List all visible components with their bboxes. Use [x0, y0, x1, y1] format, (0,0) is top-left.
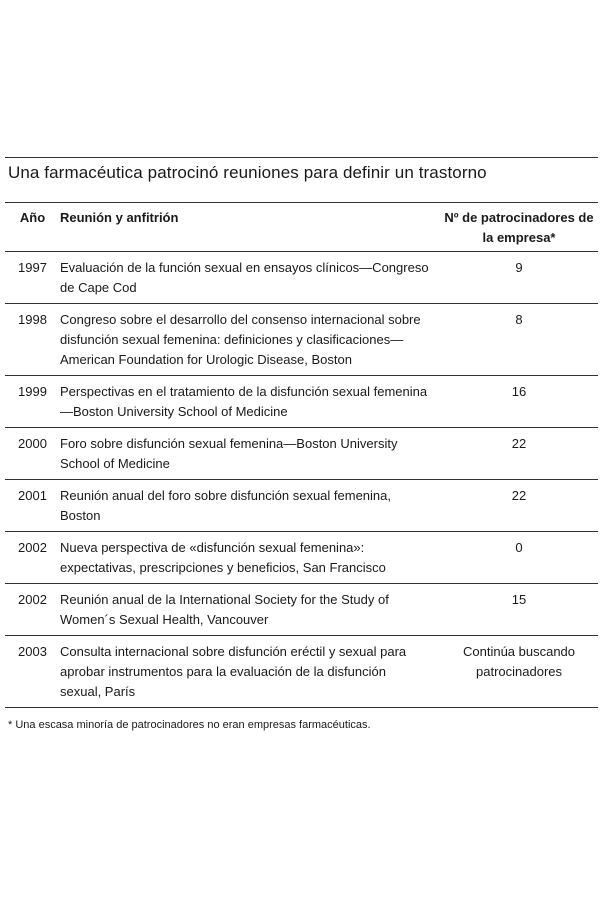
- row-count: 22: [440, 480, 598, 532]
- table-row: [5, 584, 598, 636]
- table-row: [5, 376, 598, 428]
- row-year: 2000: [5, 428, 60, 480]
- row-year: 2002: [5, 584, 60, 636]
- row-count: 8: [440, 304, 598, 376]
- row-year: 2003: [5, 636, 60, 708]
- document: [5, 157, 598, 733]
- row-year: 1997: [5, 252, 60, 304]
- footnote: * Una escasa minoría de patrocinadores no eran empresas farmacéuticas.: [8, 719, 371, 731]
- header-count: Nº de patrocinadores de la empresa*: [440, 203, 598, 252]
- row-count: 22: [440, 428, 598, 480]
- table-row: [5, 304, 598, 376]
- table-caption: Una farmacéutica patrocinó reuniones para definir un trastorno: [8, 163, 487, 182]
- table-row: [5, 252, 598, 304]
- row-meeting: Reunión anual de la International Society for the Study of Women´s Sexual Health, Vancouver: [60, 584, 440, 636]
- row-year: 2002: [5, 532, 60, 584]
- row-meeting: Evaluación de la función sexual en ensayos clínicos—Congreso de Cape Cod: [60, 252, 440, 304]
- header-meeting: Reunión y anfitrión: [60, 203, 440, 252]
- header-year: Año: [5, 203, 60, 252]
- row-count: 0: [440, 532, 598, 584]
- row-meeting: Reunión anual del foro sobre disfunción sexual femenina, Boston: [60, 480, 440, 532]
- row-year: 1998: [5, 304, 60, 376]
- row-meeting: Foro sobre disfunción sexual femenina—Boston University School of Medicine: [60, 428, 440, 480]
- row-meeting: Congreso sobre el desarrollo del consenso internacional sobre disfunción sexual femenina: definiciones y clasificaciones—American Foundation for Urologic Disease, Boston: [60, 304, 440, 376]
- header-row: [5, 203, 598, 252]
- row-year: 1999: [5, 376, 60, 428]
- table-row: [5, 532, 598, 584]
- row-meeting: Perspectivas en el tratamiento de la disfunción sexual femenina—Boston University School of Medicine: [60, 376, 440, 428]
- row-count: Continúa buscando patrocinadores: [440, 636, 598, 708]
- row-count: 16: [440, 376, 598, 428]
- row-count: 9: [440, 252, 598, 304]
- row-year: 2001: [5, 480, 60, 532]
- table-row: [5, 480, 598, 532]
- row-meeting: Consulta internacional sobre disfunción eréctil y sexual para aprobar instrumentos para la evaluación de la disfunción sexual, París: [60, 636, 440, 708]
- sponsorship-table: [5, 203, 598, 708]
- row-count: 15: [440, 584, 598, 636]
- row-meeting: Nueva perspectiva de «disfunción sexual femenina»: expectativas, prescripciones y beneficios, San Francisco: [60, 532, 440, 584]
- table-row: [5, 636, 598, 708]
- table-row: [5, 428, 598, 480]
